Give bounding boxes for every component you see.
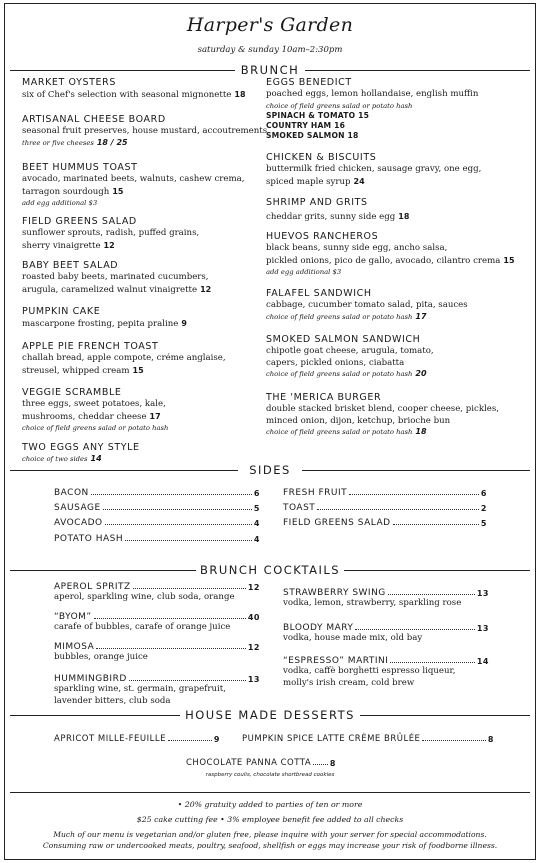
cocktail-description: lavender bitters, club soda — [54, 695, 171, 706]
cocktail-name: STRAWBERRY SWING — [283, 588, 386, 598]
menu-item-two-eggs — [22, 442, 140, 464]
cocktail-description: carafe of bubbles, carafe of orange juice — [54, 622, 231, 632]
item-description: three eggs, sweet potatoes, kale, — [22, 399, 166, 409]
item-price: 24 — [353, 176, 365, 186]
footer-gratuity: • 20% gratuity added to parties of ten or more — [177, 800, 363, 809]
item-price: 12 — [200, 284, 212, 294]
item-description: double stacked brisket blend, cooper cheese, pickles, — [266, 404, 499, 414]
cocktail-name: APEROL SPRITZ — [54, 582, 131, 592]
item-note: add egg additional $3 — [22, 199, 98, 207]
item-title: TWO EGGS ANY STYLE — [22, 442, 140, 453]
side-name: FIELD GREENS SALAD — [283, 518, 391, 528]
section-heading-brunch: BRUNCH — [0, 63, 540, 77]
item-description: buttermilk fried chicken, sausage gravy, one egg, — [266, 164, 482, 174]
dessert-pumpkin-brulee — [242, 734, 494, 744]
menu-item-falafel-sandwich — [266, 288, 468, 322]
side-item-bacon — [54, 488, 260, 498]
item-price: 12 — [103, 240, 115, 250]
side-price: 6 — [253, 489, 260, 498]
item-description: streusel, whipped cream — [22, 365, 130, 376]
menu-item-apple-pie-french-toast — [22, 341, 226, 377]
cocktail-description: vodka, house made mix, old bay — [283, 633, 423, 643]
item-price: 18 — [415, 427, 427, 436]
item-description: roasted baby beets, marinated cucumbers, — [22, 272, 209, 282]
side-name: FRESH FRUIT — [283, 488, 348, 498]
menu-item-baby-beet-salad — [22, 260, 211, 296]
menu-item-pumpkin-cake — [22, 306, 187, 331]
cocktail-description: bubbles, orange juice — [54, 652, 148, 662]
item-note: choice of field greens salad or potato hash — [266, 370, 413, 378]
item-title: THE 'MERICA BURGER — [266, 392, 382, 403]
item-price: 17 — [149, 411, 161, 421]
item-description: mushrooms, cheddar cheese — [22, 411, 147, 422]
side-price: 2 — [480, 504, 487, 513]
section-heading-cocktails: BRUNCH COCKTAILS — [0, 563, 540, 577]
cocktail-description: sparkling wine, st. germain, grapefruit, — [54, 684, 226, 694]
menu-item-field-greens-salad — [22, 216, 199, 252]
side-item-potato-hash — [54, 534, 260, 544]
cocktail-price: 13 — [476, 589, 489, 598]
cocktail-name: MIMOSA — [54, 642, 95, 652]
dessert-note: raspberry coulis, chocolate shortbread cookies — [205, 772, 335, 778]
item-title: FALAFEL SANDWICH — [266, 288, 372, 299]
item-title: SMOKED SALMON SANDWICH — [266, 334, 421, 345]
footer-divider — [10, 792, 530, 793]
menu-item-eggs-benedict — [266, 77, 478, 141]
dessert-apricot-mille-feuille — [54, 734, 220, 744]
item-price: 20 — [415, 369, 427, 378]
item-title: PUMPKIN CAKE — [22, 306, 101, 317]
side-item-sausage — [54, 503, 260, 513]
item-description: cabbage, cucumber tomato salad, pita, sauces — [266, 300, 468, 310]
item-price: 9 — [181, 319, 187, 328]
menu-item-market-oysters — [22, 77, 246, 102]
menu-item-merica-burger — [266, 392, 499, 437]
item-note: choice of field greens salad or potato hash — [266, 101, 413, 110]
item-note: add egg additional $3 — [266, 268, 342, 276]
brunch-hours: saturday & sunday 10am–2:30pm — [197, 45, 343, 55]
dessert-name: APRICOT MILLE-FEUILLE — [54, 734, 166, 744]
item-title: APPLE PIE FRENCH TOAST — [22, 341, 159, 352]
item-note: choice of two sides — [22, 455, 88, 463]
item-description: cheddar grits, sunny side egg — [266, 212, 396, 222]
item-option: COUNTRY HAM 16 — [266, 120, 346, 130]
dessert-price: 8 — [329, 759, 336, 768]
item-option: SMOKED SALMON 18 — [266, 130, 359, 140]
item-note: choice of field greens salad or potato hash — [266, 428, 413, 436]
cocktail-name: “ESPRESSO” MARTINI — [283, 656, 389, 666]
cocktail-price: 13 — [247, 675, 260, 684]
menu-item-beet-hummus-toast — [22, 162, 244, 208]
item-title: HUEVOS RANCHEROS — [266, 231, 379, 242]
item-option: SPINACH & TOMATO 15 — [266, 110, 370, 120]
item-title: FIELD GREENS SALAD — [22, 216, 137, 227]
side-item-toast — [283, 503, 487, 513]
item-description: sunflower sprouts, radish, puffed grains, — [22, 228, 200, 238]
cocktail-description: vodka, lemon, strawberry, sparkling rose — [283, 598, 462, 608]
item-title: CHICKEN & BISCUITS — [266, 152, 377, 163]
cocktail-description: vodka, caffè borghetti espresso liqueur, — [283, 666, 456, 676]
menu-item-shrimp-grits — [266, 197, 409, 224]
cocktail-price: 12 — [247, 583, 260, 592]
dessert-name: PUMPKIN SPICE LATTE CRÈME BRÛLÉE — [242, 734, 421, 744]
item-description: capers, pickled onions, ciabatta — [266, 357, 405, 368]
item-description: black beans, sunny side egg, ancho salsa, — [266, 243, 448, 253]
side-name: BACON — [54, 488, 89, 498]
cocktail-price: 13 — [476, 624, 489, 633]
item-description: poached eggs, lemon hollandaise, english muffin — [266, 89, 479, 99]
item-description: pickled onions, pico de gallo, avocado, cilantro crema — [266, 255, 501, 266]
side-price: 6 — [480, 489, 487, 498]
side-price: 4 — [253, 535, 260, 544]
item-price: 14 — [90, 454, 102, 463]
cocktail-name: “BYOM” — [54, 612, 92, 622]
cocktail-aperol-spritz — [54, 582, 260, 604]
item-description: challah bread, apple compote, créme anglaise, — [22, 353, 226, 363]
menu-item-smoked-salmon-sandwich — [266, 334, 434, 379]
restaurant-logo: Harper's Garden — [186, 14, 354, 36]
item-title: ARTISANAL CHEESE BOARD — [22, 114, 166, 125]
item-description: minced onion, dijon, ketchup, brioche bun — [266, 415, 451, 426]
item-price: 18 — [234, 90, 246, 99]
cocktail-byom — [54, 612, 260, 634]
side-price: 5 — [253, 504, 260, 513]
item-description: avocado, marinated beets, walnuts, cashew crema, — [22, 174, 245, 184]
side-item-field-greens — [283, 518, 487, 528]
cocktail-hummingbird — [54, 674, 260, 707]
side-price: 5 — [480, 519, 487, 528]
item-description: arugula, caramelized walnut vinaigrette — [22, 284, 198, 295]
dessert-price: 8 — [487, 735, 494, 744]
cocktail-strawberry-swing — [283, 588, 489, 610]
cocktail-espresso-martini — [283, 656, 489, 689]
section-heading-desserts: HOUSE MADE DESSERTS — [0, 708, 540, 722]
cocktail-price: 14 — [476, 657, 489, 666]
dessert-chocolate-panna-cotta — [186, 758, 336, 768]
item-price: 15 — [503, 255, 515, 265]
item-price: 15 — [112, 186, 124, 196]
cocktail-bloody-mary — [283, 623, 489, 645]
menu-item-veggie-scramble — [22, 387, 168, 433]
item-title: BEET HUMMUS TOAST — [22, 162, 138, 173]
item-description: spiced maple syrup — [266, 176, 351, 187]
item-title: VEGGIE SCRAMBLE — [22, 387, 122, 398]
item-price: 15 — [132, 365, 144, 375]
item-title: BABY BEET SALAD — [22, 260, 119, 271]
item-price: 18 / 25 — [96, 137, 128, 147]
cocktail-description: molly's irish cream, cold brew — [283, 677, 415, 688]
menu-item-huevos-rancheros — [266, 231, 515, 277]
item-note: three or five cheeses — [22, 138, 94, 147]
item-note: choice of field greens salad or potato hash — [266, 312, 413, 321]
item-description: six of Chef's selection with seasonal mignonette — [22, 90, 232, 100]
side-item-avocado — [54, 518, 260, 528]
item-price: 17 — [415, 311, 427, 321]
cocktail-mimosa — [54, 642, 260, 664]
item-description: sherry vinaigrette — [22, 240, 101, 251]
item-title: EGGS BENEDICT — [266, 77, 352, 88]
side-price: 4 — [253, 519, 260, 528]
item-title: MARKET OYSTERS — [22, 77, 116, 88]
cocktail-name: BLOODY MARY — [283, 623, 354, 633]
item-description: mascarpone frosting, pepita praline — [22, 319, 179, 329]
item-description: chipotle goat cheese, arugula, tomato, — [266, 346, 434, 356]
section-heading-sides: SIDES — [0, 463, 540, 477]
menu-item-cheese-board — [22, 114, 267, 148]
dessert-name: CHOCOLATE PANNA COTTA — [186, 758, 312, 768]
cocktail-description: aperol, sparkling wine, club soda, orange — [54, 592, 235, 602]
cocktail-name: HUMMINGBIRD — [54, 674, 127, 684]
side-name: TOAST — [283, 503, 316, 513]
footer-dietary: Much of our menu is vegetarian and/or gluten free, please inquire with your server for special accommodations. — [53, 830, 487, 839]
item-title: SHRIMP AND GRITS — [266, 197, 368, 208]
item-note: choice of field greens salad or potato hash — [22, 424, 169, 432]
footer-consumption-warning: Consuming raw or undercooked meats, poultry, seafood, shellfish or eggs may increase your risk of foodborne illness. — [42, 841, 498, 850]
cocktail-price: 40 — [247, 613, 260, 622]
side-name: SAUSAGE — [54, 503, 101, 513]
dessert-price: 9 — [213, 735, 220, 744]
side-item-fresh-fruit — [283, 488, 487, 498]
item-price: 18 — [398, 212, 410, 221]
menu-item-chicken-biscuits — [266, 152, 481, 188]
side-name: AVOCADO — [54, 518, 103, 528]
cocktail-price: 12 — [247, 643, 260, 652]
footer-fees: $25 cake cutting fee • 3% employee benefit fee added to all checks — [136, 815, 404, 824]
side-name: POTATO HASH — [54, 534, 124, 544]
item-description: tarragon sourdough — [22, 186, 110, 197]
item-description: seasonal fruit preserves, house mustard, accoutrements — [22, 126, 268, 136]
